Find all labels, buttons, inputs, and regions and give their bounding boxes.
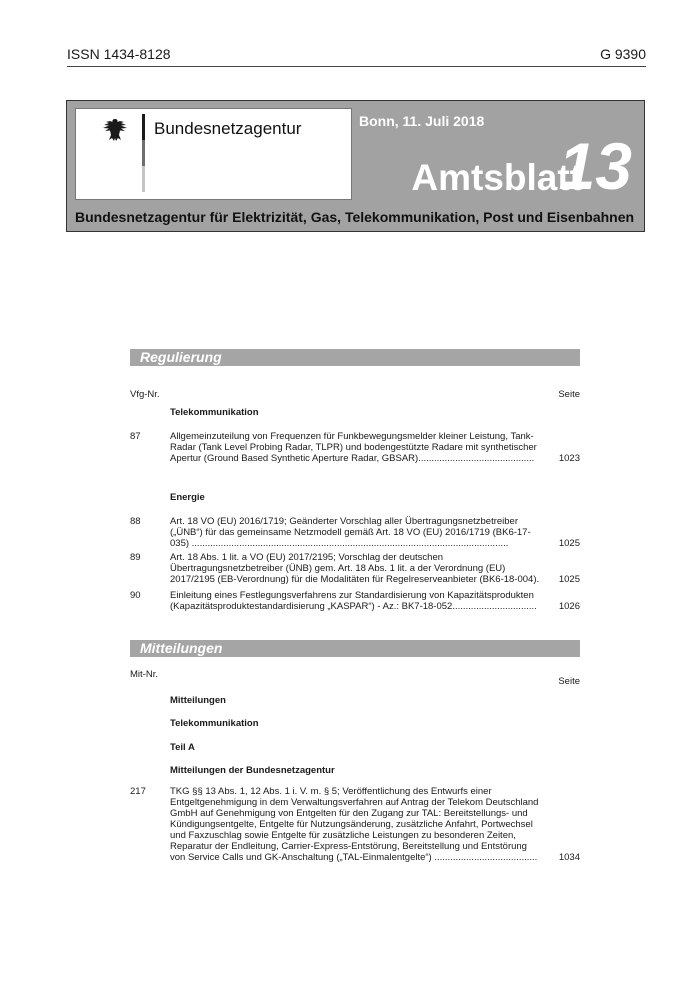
entry-text: TKG §§ 13 Abs. 1, 12 Abs. 1 i. V. m. § 5; Veröffentlichung des Entwurfs einer Entgeltgenehmigung in dem Verwaltungsverfahren auf Antrag der Telekom Deutschland GmbH auf Genehmigung von Entgelten für den Zugang zur TAL: Bereitstellungs- und Kündigungsentgelte, Entgelte für Nutzungsänderung, zusätzliche Anfahrt, Portwechsel und Faxzuschlag sowie Entgelte für zusätzliche Leistungen zu besonderen Zeiten, Reparatur der Endleitung, Carrier-Express-Entstörung, Bereitstellung und Entstörung von Service Calls und GK-Anschaltung („TAL-Einmalentgelte“) ....................................... [170,786,539,863]
entry-page: 1025 [558,538,580,549]
column-label-vfg: Vfg-Nr. [130,389,160,400]
entry-number: 88 [130,516,141,527]
logo-box [75,108,352,200]
section-heading-regulierung: Regulierung [130,349,580,366]
entry-page: 1025 [558,574,580,585]
entry-text: Allgemeinzuteilung von Frequenzen für Funkbewegungsmelder kleiner Leistung, Tank- Radar (Tank Level Probing Radar, TLPR) und bodengestützte Radare mit synthetischer Apertur (Ground Based Synthetic Aperture Radar, GBSAR)............................................ [170,431,537,464]
header-rule [67,66,646,67]
publication-subtitle: Bundesnetzagentur für Elektrizität, Gas, Telekommunikation, Post und Eisenbahnen [75,209,635,225]
subheading-telekommunikation: Telekommunikation [170,718,259,729]
publication-title: Amtsblatt [411,157,582,198]
group-heading-energie: Energie [170,492,205,503]
logo-text: Bundesnetzagentur [154,119,302,138]
entry-number: 217 [130,786,146,797]
subheading-mitteilungen: Mitteilungen [170,695,226,706]
entry-number: 87 [130,431,141,442]
federal-eagle-icon [101,116,129,144]
entry-text: Art. 18 VO (EU) 2016/1719; Geänderter Vorschlag aller Übertragungsnetzbetreiber („ÜNB“) für das gemeinsame Netzmodell gemäß Art. 18 VO (EU) 2016/1719 (BK6-17- 035) ........................................................................................................................ [170,516,531,549]
flag-bar [142,114,145,192]
issue-date: Bonn, 11. Juli 2018 [359,113,485,129]
column-label-seite: Seite [558,389,580,400]
entry-text: Einleitung eines Festlegungsverfahrens zur Standardisierung von Kapazitätsprodukten (Kapazitätsproduktestandardisierung „KASPAR“) - Az.: BK7-18-052................................ [170,590,537,612]
g-number-label: G 9390 [600,46,646,62]
entry-page: 1034 [558,852,580,863]
entry-page: 1026 [558,601,580,612]
subheading-teil-a: Teil A [170,742,195,753]
section-heading-mitteilungen: Mitteilungen [130,640,580,657]
entry-page: 1023 [558,453,580,464]
column-label-seite: Seite [558,676,580,687]
group-heading-telekommunikation: Telekommunikation [170,407,259,418]
subheading-mitteilungen-bnetza: Mitteilungen der Bundesnetzagentur [170,765,335,776]
issue-number: 13 [558,129,632,203]
entry-text: Art. 18 Abs. 1 lit. a VO (EU) 2017/2195; Vorschlag der deutschen Übertragungsnetzbetreiber (ÜNB) gem. Art. 18 Abs. 1 lit. a der Verordnung (EU) 2017/2195 (EB-Verordnung) für die Modalitäten für Regelreserveanbieter (BK6-18-004). [170,552,540,585]
column-label-mit: Mit-Nr. [130,669,158,680]
issn-label: ISSN 1434-8128 [67,46,171,62]
entry-number: 90 [130,590,141,601]
entry-number: 89 [130,552,141,563]
masthead [66,100,645,232]
